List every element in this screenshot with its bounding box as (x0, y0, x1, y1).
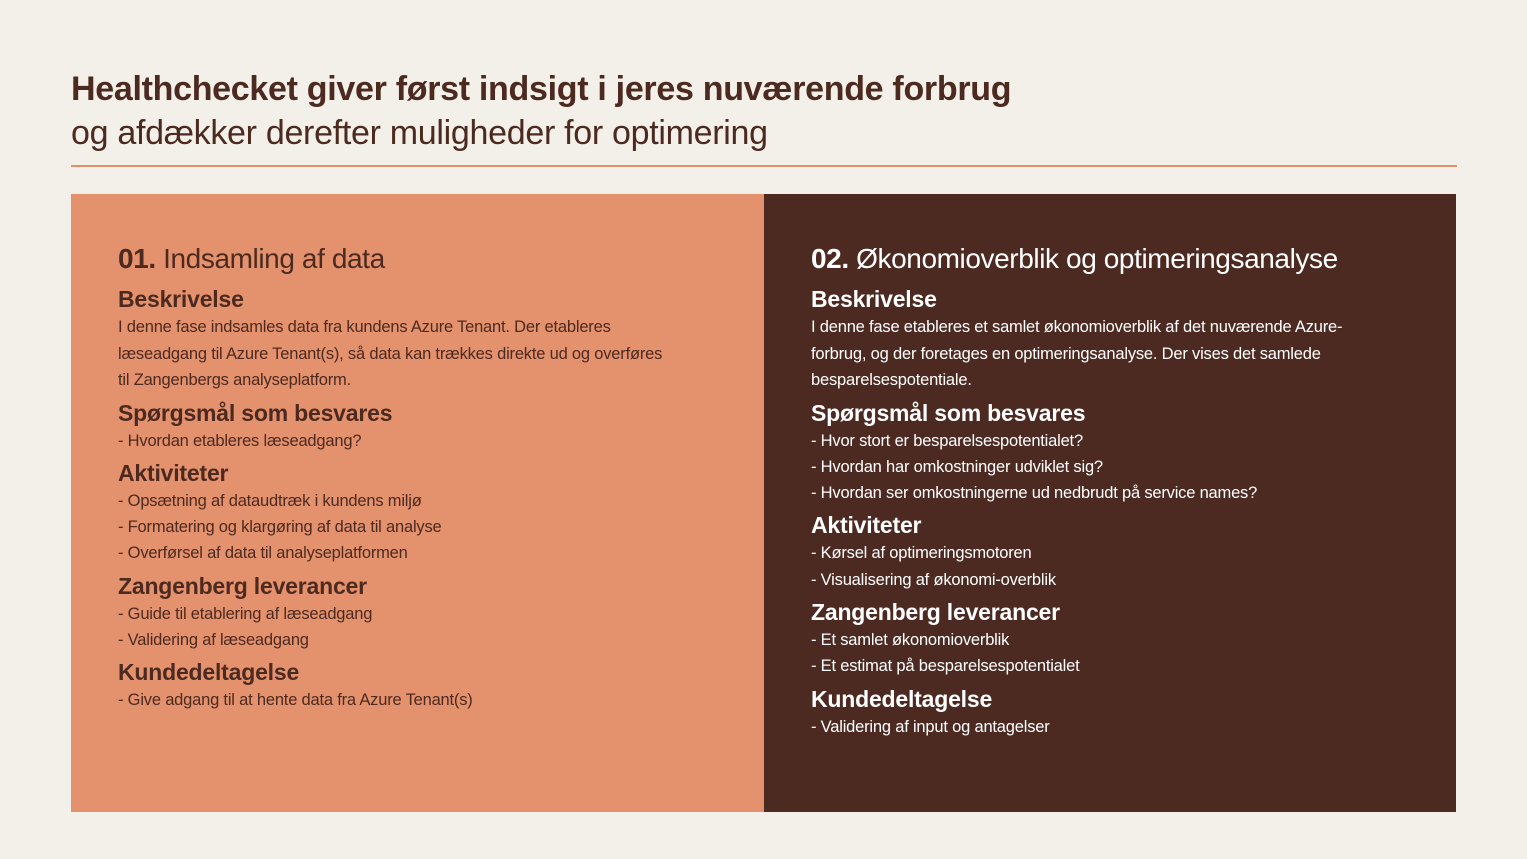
section-heading: Kundedeltagelse (811, 685, 993, 712)
phase-number: 01. (118, 243, 156, 274)
description-line: I denne fase indsamles data fra kundens Azure Tenant. Der etableres (118, 318, 611, 336)
list-item: - Hvordan har omkostninger udviklet sig? (811, 457, 1103, 476)
activities-section (811, 510, 1409, 593)
list-item: - Hvordan etableres læseadgang? (118, 431, 362, 450)
header-divider (71, 165, 1457, 167)
deliverables-section (118, 571, 717, 654)
list-item: - Et samlet økonomioverblik (811, 630, 1010, 649)
list-item: - Et estimat på besparelsespotentialet (811, 657, 1080, 676)
phase-title (811, 240, 1409, 278)
description-section (811, 284, 1409, 394)
deliverables-section (811, 597, 1409, 680)
list-item: - Visualisering af økonomi-overblik (811, 570, 1056, 589)
description-text (811, 314, 1409, 394)
phase-number: 02. (811, 243, 849, 274)
list-item: - Validering af læseadgang (118, 630, 309, 649)
list-item: - Overførsel af data til analyseplatformen (118, 544, 408, 563)
section-heading: Spørgsmål som besvares (118, 399, 393, 426)
description-text (118, 314, 717, 394)
description-line: læseadgang til Azure Tenant(s), så data kan trækkes direkte ud og overføres (118, 344, 663, 363)
customer-section (118, 657, 717, 713)
section-heading: Beskrivelse (811, 286, 937, 312)
list-item: - Validering af input og antagelser (811, 717, 1050, 736)
phase-name: Økonomioverblik og optimeringsanalyse (856, 243, 1338, 274)
section-heading: Zangenberg leverancer (811, 598, 1060, 625)
page-header (71, 68, 1457, 156)
list-item: - Formatering og klargøring af data til analyse (118, 518, 442, 537)
section-heading: Aktiviteter (118, 459, 229, 486)
list-item: - Opsætning af dataudtræk i kundens miljø (118, 491, 422, 510)
description-line: I denne fase etableres et samlet økonomioverblik af det nuværende Azure- (811, 318, 1343, 336)
section-heading: Kundedeltagelse (118, 659, 300, 686)
list-item: - Give adgang til at hente data fra Azure Tenant(s) (118, 691, 473, 710)
description-line: besparelsespotentiale. (811, 371, 972, 389)
description-line: forbrug, og der foretages en optimeringsanalyse. Der vises det samlede (811, 344, 1321, 363)
list-item: - Kørsel af optimeringsmotoren (811, 544, 1032, 563)
page-subtitle: og afdækker derefter muligheder for optimering (71, 114, 768, 152)
section-heading: Beskrivelse (118, 286, 244, 312)
phase-name: Indsamling af data (163, 243, 385, 274)
activities-section (118, 458, 717, 567)
phase-panel-1 (71, 194, 764, 812)
phase-panel-2 (764, 194, 1456, 812)
phase-title (118, 240, 717, 278)
description-section (118, 284, 717, 394)
list-item: - Hvor stort er besparelsespotentialet? (811, 431, 1083, 450)
section-heading: Aktiviteter (811, 512, 922, 539)
section-heading: Zangenberg leverancer (118, 572, 367, 599)
page-title: Healthchecket giver først indsigt i jeres nuværende forbrug (71, 70, 1012, 108)
customer-section (811, 684, 1409, 740)
questions-section (118, 398, 717, 454)
list-item: - Guide til etablering af læseadgang (118, 604, 373, 623)
description-line: til Zangenbergs analyseplatform. (118, 371, 351, 389)
list-item: - Hvordan ser omkostningerne ud nedbrudt på service names? (811, 484, 1258, 503)
section-heading: Spørgsmål som besvares (811, 399, 1086, 426)
questions-section (811, 398, 1409, 507)
